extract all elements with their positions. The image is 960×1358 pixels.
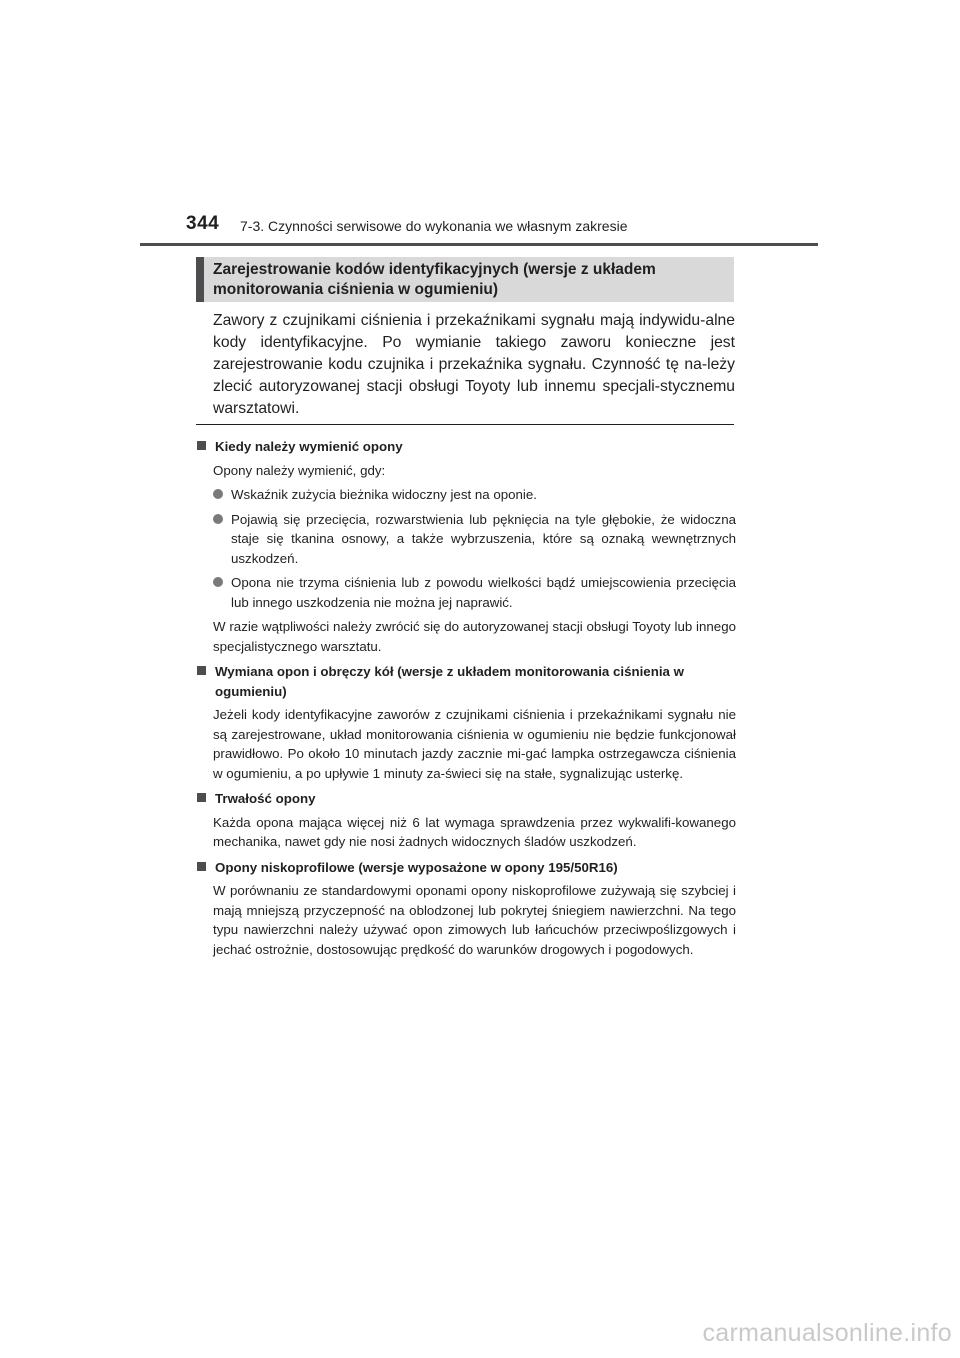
note-heading-text: Wymiana opon i obręczy kół (wersje z układem monitorowania ciśnienia w ogumieniu)	[215, 664, 684, 699]
note-tire-durability	[196, 789, 736, 852]
note-heading	[196, 437, 736, 457]
header-rule	[140, 243, 818, 246]
square-bullet-icon	[197, 862, 206, 871]
list-item-text: Opona nie trzyma ciśnienia lub z powodu wielkości bądź umiejscowienia przecięcia lub innego uszkodzenia nie można jej naprawić.	[231, 575, 736, 610]
chapter-title: 7-3. Czynności serwisowe do wykonania we własnym zakresie	[240, 218, 628, 234]
square-bullet-icon	[197, 793, 206, 802]
list-item	[213, 573, 736, 612]
list-item-text: Wskaźnik zużycia bieżnika widoczny jest na oponie.	[231, 487, 537, 502]
notes	[196, 437, 736, 965]
circle-bullet-icon	[213, 489, 223, 499]
note-intro: Opony należy wymienić, gdy:	[213, 462, 386, 478]
square-bullet-icon	[197, 441, 206, 450]
section-title-bar	[196, 257, 204, 302]
bullet-list	[213, 485, 736, 612]
circle-bullet-icon	[213, 577, 223, 587]
page-number: 344	[186, 213, 220, 234]
circle-bullet-icon	[213, 514, 223, 524]
section-title: Zarejestrowanie kodów identyfikacyjnych (wersje z układem monitorowania ciśnienia w ogumieniu)	[213, 261, 656, 298]
note-heading	[196, 662, 736, 701]
note-heading	[196, 858, 736, 878]
note-tire-replacement	[196, 437, 736, 656]
list-item	[213, 485, 736, 505]
note-wheel-replacement	[196, 662, 736, 783]
square-bullet-icon	[197, 666, 206, 675]
note-body: Jeżeli kody identyfikacyjne zaworów z czujnikami ciśnienia i przekaźnikami sygnału nie są zarejestrowane, układ monitorowania ciśnienia w ogumieniu nie będzie funkcjonował prawidłowo. Po około 10 minutach jazdy zacznie mi-gać lampka ostrzegawcza ciśnienia w ogumieniu, a po upływie 1 minuty za-świeci się na stałe, sygnalizując usterkę.	[213, 707, 736, 781]
section-intro: Zawory z czujnikami ciśnienia i przekaźnikami sygnału mają indywidu-alne kody identyfikacyjne. Po wymianie takiego zaworu konieczne jest zarejestrowanie kodu czujnika i przekaźnika sygnału. Czynność tę na-leży zlecić autoryzowanej stacji obsługi Toyoty lub innemu specjali-stycznemu warsztatowi.	[213, 312, 735, 417]
list-item	[213, 510, 736, 569]
note-heading-text: Opony niskoprofilowe (wersje wyposażone w opony 195/50R16)	[215, 859, 618, 875]
note-body: W porównaniu ze standardowymi oponami opony niskoprofilowe zużywają się szybciej i mają mniejszą przyczepność na oblodzonej lub pokrytej śniegiem nawierzchni. Na tego typu nawierzchni należy używać opon zimowych lub łańcuchów przeciwpoślizgowych i jechać ostrożnie, dostosowując prędkość do warunków drogowych i pogodowych.	[213, 883, 736, 957]
list-item-text: Pojawią się przecięcia, rozwarstwienia lub pęknięcia na tyle głębokie, że widoczna staje się tkanina osnowy, a także wybrzuszenia, które są oznaką wewnętrznych uszkodzeń.	[231, 511, 736, 566]
section-divider	[196, 424, 734, 425]
watermark: carmanualsonline.info	[702, 1319, 952, 1347]
note-heading-text: Kiedy należy wymienić opony	[215, 439, 403, 454]
note-outro: W razie wątpliwości należy zwrócić się do autoryzowanej stacji obsługi Toyoty lub innego specjalistycznego warsztatu.	[213, 619, 736, 654]
section-title-box	[196, 257, 734, 302]
note-body: Każda opona mająca więcej niż 6 lat wymaga sprawdzenia przez wykwalifi-kowanego mechanika, nawet gdy nie nosi żadnych widocznych śladów uszkodzeń.	[213, 814, 736, 849]
note-low-profile-tires	[196, 858, 736, 960]
note-heading-text: Trwałość opony	[215, 791, 316, 806]
note-heading	[196, 789, 736, 809]
